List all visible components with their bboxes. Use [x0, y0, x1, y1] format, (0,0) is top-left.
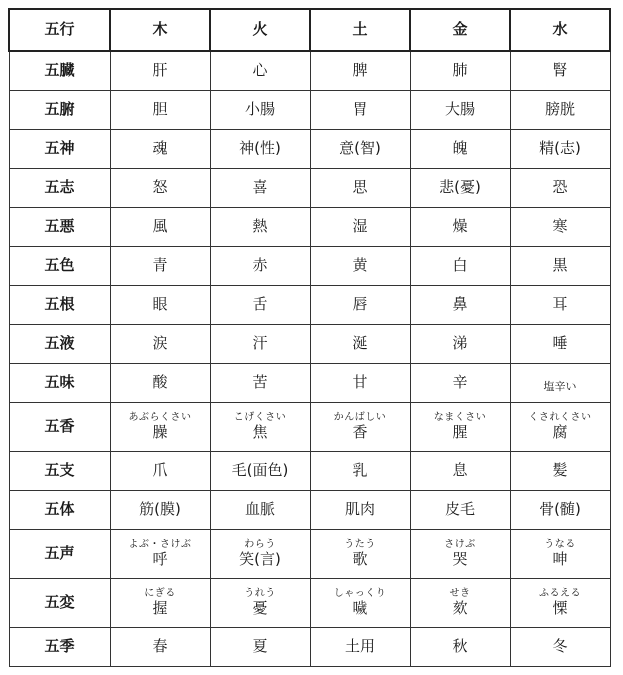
row-label: 五色 [9, 247, 110, 286]
cell-fire [210, 579, 310, 628]
cell-earth [310, 169, 410, 208]
cell-metal [410, 169, 510, 208]
cell-value: 舌 [252, 295, 268, 314]
cell-value: 夏 [252, 637, 268, 656]
cell-value: 欬 [452, 599, 468, 618]
cell-value: 胃 [352, 100, 368, 119]
cell-water [510, 130, 610, 169]
cell-value: 肌肉 [344, 500, 375, 519]
cell-value: 唾 [552, 334, 568, 353]
cell-wood [110, 286, 210, 325]
cell-value: 唇 [352, 295, 368, 314]
cell-value: 涕 [452, 334, 468, 353]
cell-earth [310, 579, 410, 628]
cell-value: 酸 [152, 373, 168, 392]
cell-fire [210, 530, 310, 579]
table-body [9, 51, 610, 667]
cell-water [510, 286, 610, 325]
cell-value: 燥 [452, 217, 468, 236]
row-label: 五体 [9, 491, 110, 530]
cell-fire [210, 208, 310, 247]
cell-value: 耳 [552, 295, 568, 314]
cell-value: 肝 [152, 61, 168, 80]
cell-value: 呼 [152, 550, 168, 569]
row-label: 五季 [9, 628, 110, 667]
cell-wood [110, 452, 210, 491]
cell-fire [210, 91, 310, 130]
cell-wood [110, 579, 210, 628]
header-element-wood: 木 [110, 9, 210, 51]
cell-value: 息 [452, 461, 468, 480]
cell-fire [210, 51, 310, 91]
row-label: 五味 [9, 364, 110, 403]
cell-water [510, 452, 610, 491]
row-label: 五志 [9, 169, 110, 208]
header-element-metal: 金 [410, 9, 510, 51]
cell-earth [310, 130, 410, 169]
cell-value: 筋(膜) [139, 500, 181, 519]
cell-value: 魄 [452, 139, 468, 158]
table-row [9, 325, 610, 364]
cell-value: 臊 [152, 423, 168, 442]
cell-earth [310, 452, 410, 491]
cell-reading: うれう [244, 588, 276, 600]
table-row [9, 579, 610, 628]
cell-value: 喜 [252, 178, 268, 197]
cell-value: 思 [352, 178, 368, 197]
cell-value: 白 [452, 256, 468, 275]
cell-value: 血脈 [244, 500, 275, 519]
cell-value: 冬 [552, 637, 568, 656]
cell-value: 髪 [552, 461, 568, 480]
cell-metal [410, 325, 510, 364]
cell-value: 腎 [552, 61, 568, 80]
row-label: 五変 [9, 579, 110, 628]
row-label: 五悪 [9, 208, 110, 247]
cell-earth [310, 286, 410, 325]
row-label: 五根 [9, 286, 110, 325]
cell-metal [410, 51, 510, 91]
cell-reading: なまくさい [433, 412, 487, 424]
cell-value: 魂 [152, 139, 168, 158]
cell-fire [210, 169, 310, 208]
cell-earth [310, 91, 410, 130]
row-label: 五支 [9, 452, 110, 491]
cell-value: 苦 [252, 373, 268, 392]
cell-value: 爪 [152, 461, 168, 480]
header-element-water: 水 [510, 9, 610, 51]
cell-value: 土用 [344, 637, 375, 656]
cell-water [510, 208, 610, 247]
cell-value: 風 [152, 217, 168, 236]
cell-value: 黒 [552, 256, 568, 275]
cell-value: 悲(憂) [439, 178, 481, 197]
cell-value: 哭 [452, 550, 468, 569]
cell-reading: しゃっくり [333, 588, 387, 600]
cell-value: 呻 [552, 550, 568, 569]
cell-earth [310, 247, 410, 286]
cell-value: 焦 [252, 423, 268, 442]
table-row [9, 491, 610, 530]
cell-wood [110, 325, 210, 364]
cell-water [510, 169, 610, 208]
cell-value: 赤 [252, 256, 268, 275]
cell-reading: こげくさい [233, 412, 287, 424]
cell-water [510, 579, 610, 628]
cell-value: 恐 [552, 178, 568, 197]
cell-value: 握 [152, 599, 168, 618]
cell-water [510, 491, 610, 530]
cell-wood [110, 364, 210, 403]
cell-value: 心 [252, 61, 268, 80]
cell-fire [210, 452, 310, 491]
cell-reading: くされくさい [528, 412, 592, 424]
table-row [9, 130, 610, 169]
header-row [9, 9, 610, 51]
table-row [9, 51, 610, 91]
cell-water [510, 325, 610, 364]
cell-earth [310, 364, 410, 403]
cell-water [510, 247, 610, 286]
cell-value: 甘 [352, 373, 368, 392]
cell-value: 小腸 [244, 100, 275, 119]
cell-value: 汗 [252, 334, 268, 353]
cell-value: 辛 [452, 373, 468, 392]
cell-wood [110, 169, 210, 208]
cell-water [510, 403, 610, 452]
cell-value: 鼻 [452, 295, 468, 314]
cell-value: 秋 [452, 637, 468, 656]
cell-value: 皮毛 [444, 500, 475, 519]
cell-metal [410, 208, 510, 247]
cell-metal [410, 579, 510, 628]
header-element-earth: 土 [310, 9, 410, 51]
cell-earth [310, 530, 410, 579]
cell-wood [110, 628, 210, 667]
row-label: 五香 [9, 403, 110, 452]
cell-value: 香 [352, 423, 368, 442]
cell-reading: にぎる [144, 588, 176, 600]
cell-fire [210, 364, 310, 403]
cell-metal [410, 628, 510, 667]
cell-reading: うなる [544, 539, 576, 551]
table-row [9, 208, 610, 247]
cell-reading: わらう [244, 539, 276, 551]
cell-fire [210, 130, 310, 169]
cell-wood [110, 491, 210, 530]
cell-value-small: 塩辛い [543, 379, 577, 393]
cell-wood [110, 247, 210, 286]
cell-value: 青 [152, 256, 168, 275]
cell-value: 腐 [552, 423, 568, 442]
cell-fire [210, 403, 310, 452]
cell-water [510, 51, 610, 91]
cell-value: 眼 [152, 295, 168, 314]
cell-value: 春 [152, 637, 168, 656]
cell-metal [410, 491, 510, 530]
cell-value: 黄 [352, 256, 368, 275]
five-elements-table-container [8, 8, 609, 667]
cell-wood [110, 130, 210, 169]
table-row [9, 628, 610, 667]
cell-reading: ふるえる [539, 588, 581, 600]
table-row [9, 452, 610, 491]
cell-value: 胆 [152, 100, 168, 119]
cell-value: 乳 [352, 461, 368, 480]
table-row [9, 286, 610, 325]
cell-reading: うたう [344, 539, 376, 551]
cell-value: 寒 [552, 217, 568, 236]
cell-fire [210, 628, 310, 667]
table-row [9, 247, 610, 286]
cell-value: 歌 [352, 550, 368, 569]
cell-metal [410, 452, 510, 491]
cell-fire [210, 491, 310, 530]
cell-fire [210, 325, 310, 364]
cell-value: 憂 [252, 599, 268, 618]
cell-value: 骨(髄) [539, 500, 581, 519]
row-label: 五神 [9, 130, 110, 169]
cell-fire [210, 286, 310, 325]
cell-wood [110, 530, 210, 579]
cell-reading: さけぶ [444, 539, 476, 551]
cell-value: 涙 [152, 334, 168, 353]
cell-earth [310, 51, 410, 91]
table-row [9, 169, 610, 208]
cell-metal [410, 364, 510, 403]
cell-value: 意(智) [339, 139, 381, 158]
cell-value: 大腸 [444, 100, 475, 119]
row-label: 五液 [9, 325, 110, 364]
table-row [9, 91, 610, 130]
header-label: 五行 [9, 9, 110, 51]
cell-value: 湿 [352, 217, 368, 236]
row-label: 五腑 [9, 91, 110, 130]
cell-value: 怒 [152, 178, 168, 197]
cell-reading: よぶ・さけぶ [128, 539, 192, 551]
cell-wood [110, 403, 210, 452]
cell-earth [310, 208, 410, 247]
cell-metal [410, 286, 510, 325]
cell-value: 神(性) [239, 139, 281, 158]
cell-earth [310, 325, 410, 364]
cell-value: 膀胱 [544, 100, 575, 119]
cell-value: 腥 [452, 423, 468, 442]
cell-metal [410, 247, 510, 286]
row-label: 五声 [9, 530, 110, 579]
cell-value: 噦 [352, 599, 368, 618]
table-row [9, 530, 610, 579]
cell-value: 慄 [552, 599, 568, 618]
cell-water [510, 364, 610, 403]
cell-metal [410, 403, 510, 452]
cell-wood [110, 208, 210, 247]
cell-water [510, 628, 610, 667]
cell-value: 毛(面色) [231, 461, 289, 480]
cell-water [510, 91, 610, 130]
cell-metal [410, 91, 510, 130]
table-row [9, 364, 610, 403]
cell-earth [310, 628, 410, 667]
table-row [9, 403, 610, 452]
row-label: 五臓 [9, 51, 110, 91]
cell-reading: あぶらくさい [128, 412, 192, 424]
cell-value: 笑(言) [239, 550, 281, 569]
cell-value: 脾 [352, 61, 368, 80]
five-elements-table [8, 8, 611, 667]
cell-earth [310, 403, 410, 452]
cell-value: 涎 [352, 334, 368, 353]
cell-wood [110, 51, 210, 91]
cell-wood [110, 91, 210, 130]
cell-water [510, 530, 610, 579]
cell-earth [310, 491, 410, 530]
cell-value: 精(志) [539, 139, 581, 158]
cell-fire [210, 247, 310, 286]
cell-metal [410, 530, 510, 579]
cell-reading: かんばしい [333, 412, 387, 424]
cell-metal [410, 130, 510, 169]
cell-value: 熱 [252, 217, 268, 236]
cell-value: 肺 [452, 61, 468, 80]
header-element-fire: 火 [210, 9, 310, 51]
cell-reading: せき [449, 588, 471, 600]
